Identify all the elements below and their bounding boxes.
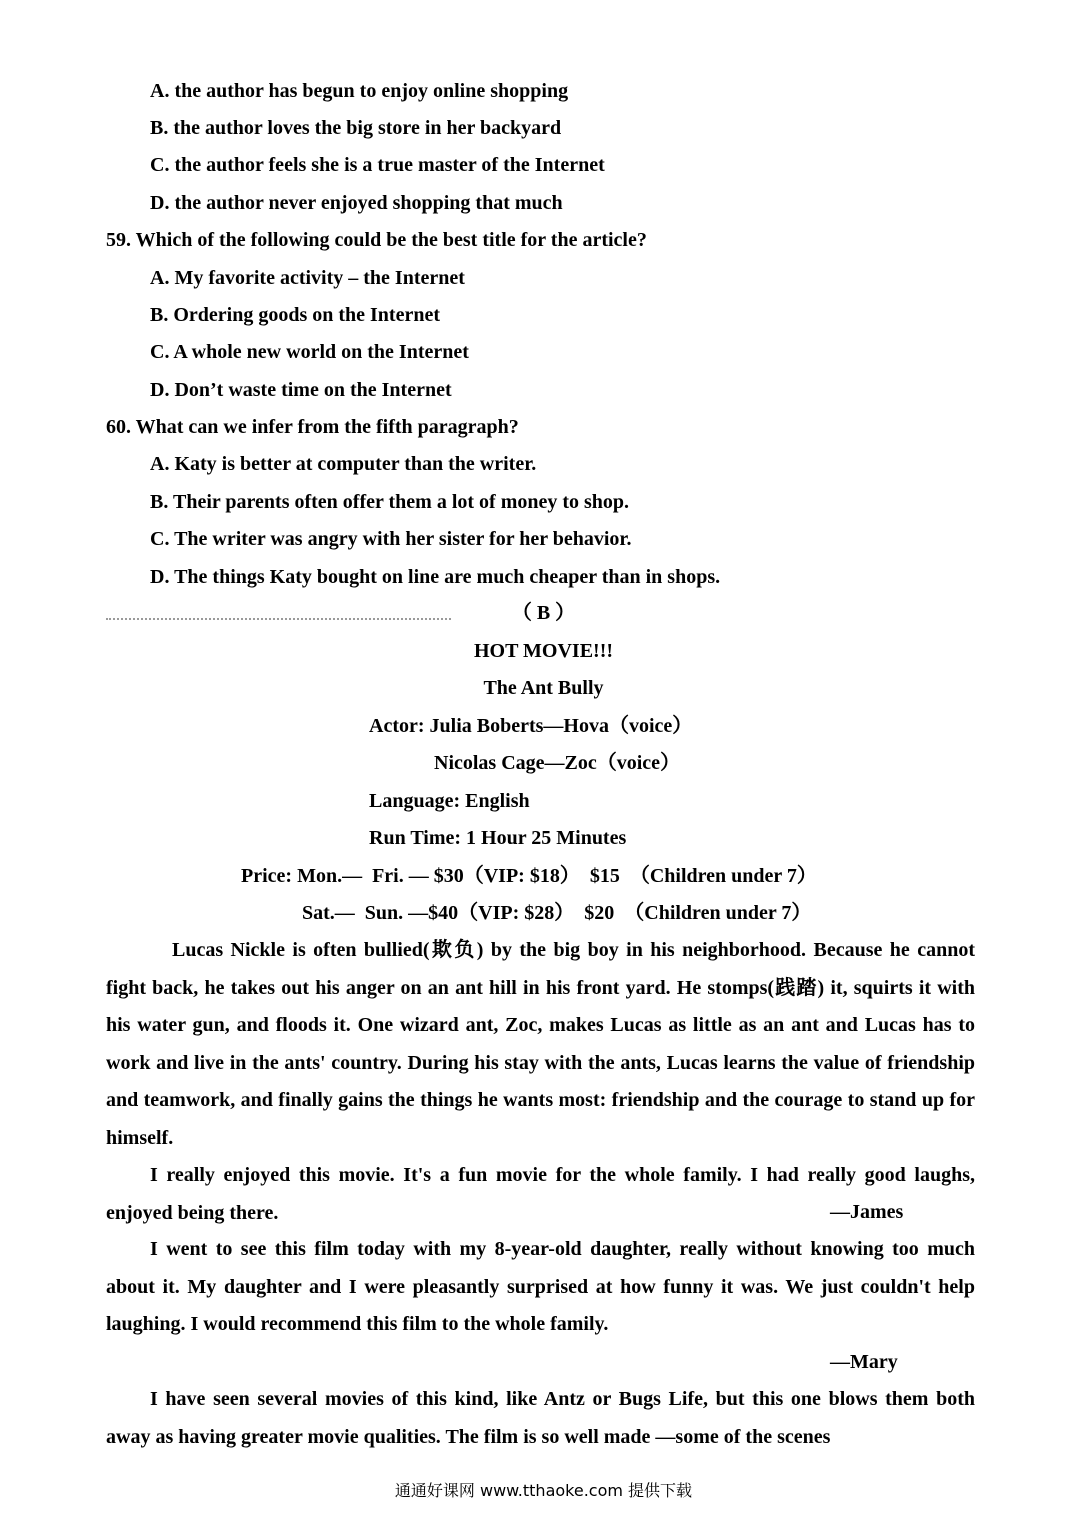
synopsis-block bbox=[106, 932, 975, 1157]
q59-option-d: D. Don’t waste time on the Internet bbox=[150, 379, 452, 401]
review-mary-author: —Mary bbox=[830, 1351, 898, 1373]
movie-headline: HOT MOVIE!!! bbox=[473, 640, 614, 662]
q60-option-d: D. The things Katy bought on line are much cheaper than in shops. bbox=[150, 566, 721, 588]
review-james-author: —James bbox=[830, 1201, 904, 1223]
q58-option-c: C. the author feels she is a true master of the Internet bbox=[150, 154, 605, 176]
q58-option-a: A. the author has begun to enjoy online shopping bbox=[150, 80, 569, 102]
review-mary-block bbox=[106, 1231, 975, 1344]
review-third-block bbox=[106, 1381, 975, 1456]
synopsis-paragraph: Lucas Nickle is often bullied(欺负) by the big boy in his neighborhood. Because he cannot fight back, he takes out his anger on an ant hill in his front yard. He stomps(践踏) it, squirts it with his water gun, and floods it. One wizard ant, Zoc, makes Lucas as little as an ant and Lucas has to work and live in the ants' country. During his stay with the ants, Lucas learns the value of friendship and teamwork, and finally gains the things he wants most: friendship and the courage to stand up for himself. bbox=[106, 939, 975, 1149]
movie-price-weekend: Sat.— Sun. —$40（VIP: $28） $20 （Children under 7） bbox=[302, 902, 812, 924]
movie-price-weekday: Price: Mon.— Fri. — $30（VIP: $18） $15 （Children under 7） bbox=[241, 865, 817, 887]
review-third-text: I have seen several movies of this kind, like Antz or Bugs Life, but this one blows them both away as having greater movie qualities. The film is so well made —some of the scenes bbox=[106, 1388, 975, 1448]
q60-question: 60. What can we infer from the fifth paragraph? bbox=[106, 416, 519, 438]
q59-question: 59. Which of the following could be the best title for the article? bbox=[106, 229, 647, 251]
movie-actor-line1: Actor: Julia Boberts—Hova（voice） bbox=[369, 715, 693, 737]
q60-option-c: C. The writer was angry with her sister for her behavior. bbox=[150, 528, 632, 550]
q60-option-a: A. Katy is better at computer than the writer. bbox=[150, 453, 537, 475]
q58-option-d: D. the author never enjoyed shopping that much bbox=[150, 192, 563, 214]
movie-actor-line2: Nicolas Cage—Zoc（voice） bbox=[434, 752, 681, 774]
q59-option-a: A. My favorite activity – the Internet bbox=[150, 267, 465, 289]
review-mary-text: I went to see this film today with my 8-year-old daughter, really without knowing too much about it. My daughter and I were pleasantly surprised at how funny it was. We just couldn't help laughing. I would recommend this film to the whole family. bbox=[106, 1238, 975, 1335]
review-james-text: I really enjoyed this movie. It's a fun movie for the whole family. I had really good laughs, enjoyed being there. bbox=[106, 1164, 975, 1224]
page-footer: 通通好课网 www.tthaoke.com 提供下载 bbox=[394, 1481, 693, 1500]
q58-option-b: B. the author loves the big store in her backyard bbox=[150, 117, 562, 139]
movie-run-time: Run Time: 1 Hour 25 Minutes bbox=[369, 827, 627, 849]
section-label: （ B ） bbox=[511, 602, 576, 624]
movie-language: Language: English bbox=[369, 790, 530, 812]
q59-option-b: B. Ordering goods on the Internet bbox=[150, 304, 440, 326]
q60-option-b: B. Their parents often offer them a lot of money to shop. bbox=[150, 491, 630, 513]
movie-title: The Ant Bully bbox=[483, 677, 604, 699]
q59-option-c: C. A whole new world on the Internet bbox=[150, 341, 469, 363]
